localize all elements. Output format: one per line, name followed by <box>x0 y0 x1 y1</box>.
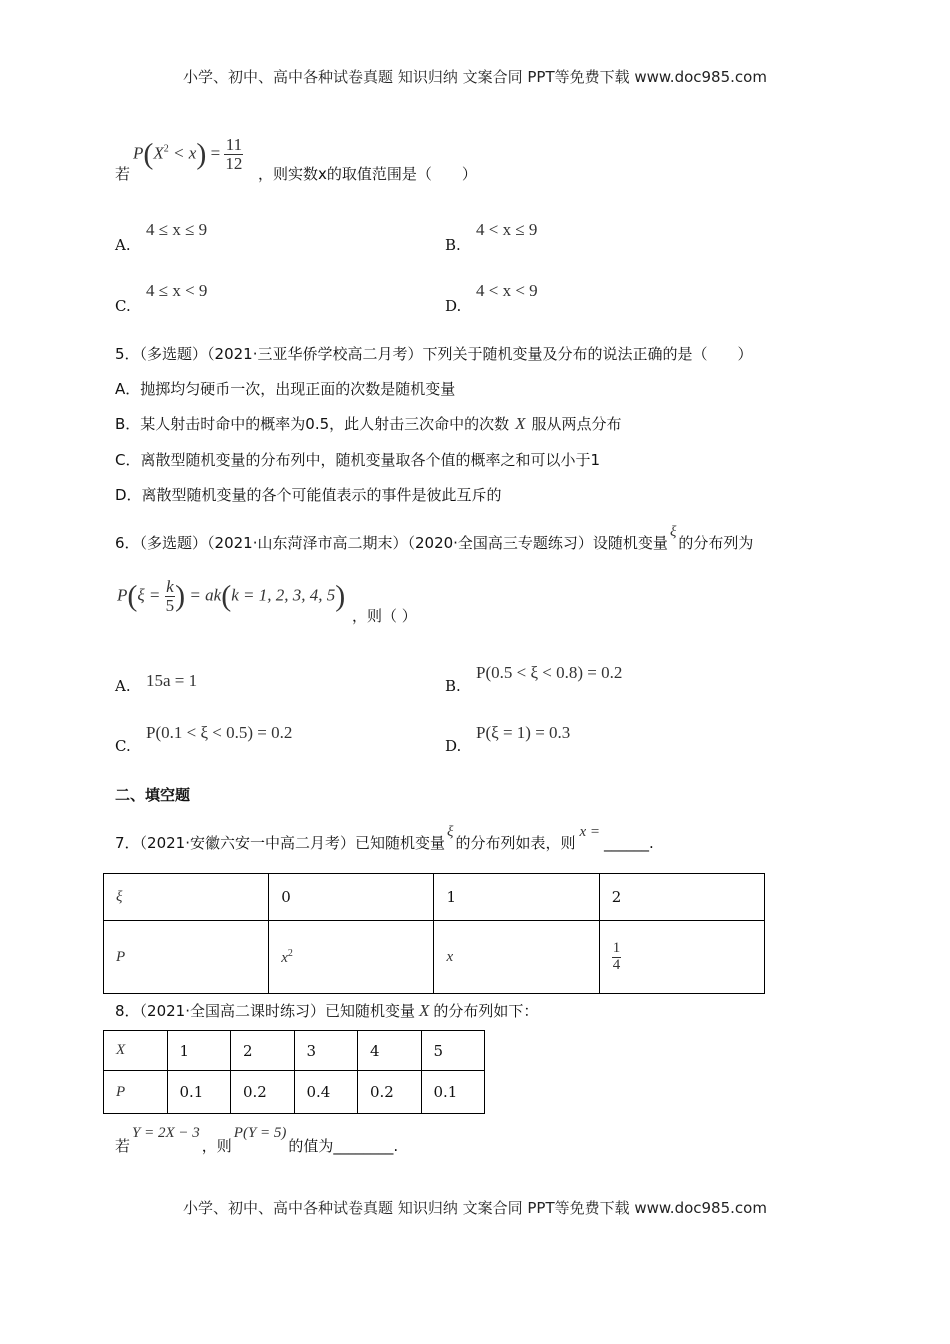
q4-option-b: 4 < x ≤ 9 <box>476 220 538 239</box>
q6-option-b-label: B. <box>445 677 461 695</box>
table-cell: 0.1 <box>167 1071 231 1114</box>
q8-stem: 8．（2021·全国高二课时练习）已知随机变量 X 的分布列如下： <box>115 1001 539 1020</box>
table-cell: 0.2 <box>358 1071 422 1114</box>
q4-option-a: 4 ≤ x ≤ 9 <box>146 220 208 239</box>
table-cell: P <box>104 1071 168 1114</box>
q6-option-b: P(0.5 < ξ < 0.8) = 0.2 <box>476 663 623 682</box>
table-cell: 0.4 <box>294 1071 358 1114</box>
page-header: 小学、初中、高中各种试卷真题 知识归纳 文案合同 PPT等免费下载 www.doc985.com <box>183 68 767 86</box>
q5-stem: 5．（多选题）（2021·三亚华侨学校高二月考）下列关于随机变量及分布的说法正确的是（ ） <box>115 345 753 363</box>
q7-stem: 7．（2021·安徽六安一中高二月考）已知随机变量ξ的分布列如表，则x =______. <box>115 824 654 852</box>
table-cell: ξ <box>104 874 269 921</box>
q5-option-c: C．离散型随机变量的分布列中，随机变量取各个值的概率之和可以小于1 <box>115 451 601 469</box>
q4-option-d: 4 < x < 9 <box>476 281 538 300</box>
q5-option-d: D．离散型随机变量的各个可能值表示的事件是彼此互斥的 <box>115 486 502 504</box>
q4-option-c-label: C. <box>115 297 131 315</box>
q4-option-c: 4 ≤ x < 9 <box>146 281 208 300</box>
table-cell: 1 <box>167 1031 231 1071</box>
section-title: 二、填空题 <box>115 786 191 804</box>
q6-stem: 6．（多选题）（2021·山东菏泽市高二期末）（2020·全国高三专题练习）设随机变量ξ的分布列为 <box>115 524 754 552</box>
q6-option-d-label: D. <box>445 737 462 755</box>
page-footer: 小学、初中、高中各种试卷真题 知识归纳 文案合同 PPT等免费下载 www.doc985.com <box>183 1199 767 1217</box>
table-cell: 0.2 <box>231 1071 295 1114</box>
q4-suffix: ，则实数x的取值范围是（ ） <box>258 165 477 183</box>
q6-option-d: P(ξ = 1) = 0.3 <box>476 723 571 742</box>
table-cell: 3 <box>294 1031 358 1071</box>
q4-option-a-label: A. <box>115 236 131 254</box>
table-cell: 0 <box>269 874 434 921</box>
q8-distribution-table <box>103 1030 485 1114</box>
q5-option-a: A．抛掷均匀硬币一次，出现正面的次数是随机变量 <box>115 380 456 398</box>
q6-option-a-label: A. <box>115 677 131 695</box>
q6-option-c-label: C. <box>115 737 131 755</box>
table-cell: 2 <box>231 1031 295 1071</box>
table-cell: 5 <box>421 1031 485 1071</box>
q4-prefix: 若 <box>115 165 131 183</box>
q8-prompt: 若Y = 2X − 3，则P(Y = 5)的值为________. <box>115 1125 399 1155</box>
table-cell: x <box>434 921 599 994</box>
q6-formula-tail: ，则（ ） <box>352 607 417 625</box>
table-cell: P <box>104 921 269 994</box>
table-cell: $x^2$ <box>269 921 434 994</box>
table-cell: $\frac{1}{4}$ <box>599 921 764 994</box>
q7-distribution-table <box>103 873 765 994</box>
q6-formula: P(ξ = $\frac{k}{5}$ ) = ak(k = 1, 2, 3, 4, 5) <box>117 577 346 615</box>
table-cell: 0.1 <box>421 1071 485 1114</box>
table-cell: X <box>104 1031 168 1071</box>
q5-option-b: B．某人射击时命中的概率为0.5，此人射击三次命中的次数 X 服从两点分布 <box>115 414 622 433</box>
q6-option-a: 15a = 1 <box>146 671 198 690</box>
q6-option-c: P(0.1 < ξ < 0.5) = 0.2 <box>146 723 293 742</box>
q4-formula: $P(X^2 < x)$ = $\frac{11}{12}$ <box>133 135 243 173</box>
q4-option-b-label: B. <box>445 236 461 254</box>
table-cell: 4 <box>358 1031 422 1071</box>
table-cell: 1 <box>434 874 599 921</box>
table-cell: 2 <box>599 874 764 921</box>
q4-option-d-label: D. <box>445 297 462 315</box>
